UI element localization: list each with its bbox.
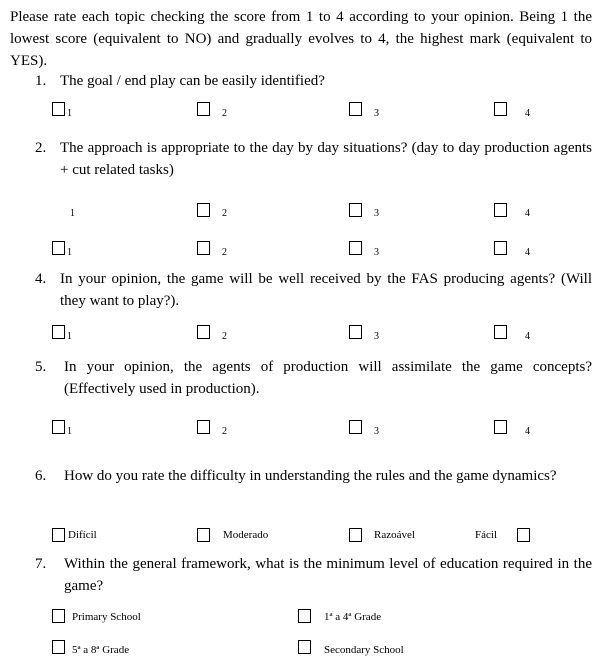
q5-label-1: 1	[67, 426, 72, 437]
q7-option-primary: Primary School	[72, 611, 141, 623]
q1-label-2: 2	[222, 108, 227, 119]
q3-label-3: 3	[374, 247, 379, 258]
q5-checkbox-2[interactable]	[197, 420, 210, 434]
q1-checkbox-1[interactable]	[52, 102, 65, 116]
q3-label-4: 4	[525, 247, 530, 258]
question-1-text: The goal / end play can be easily identified?	[60, 73, 325, 89]
q6-option-dificil: Difícil	[68, 529, 97, 541]
q1-checkbox-2[interactable]	[197, 102, 210, 116]
q4-checkbox-3[interactable]	[349, 325, 362, 339]
q6-checkbox-dificil[interactable]	[52, 528, 65, 542]
q4-checkbox-2[interactable]	[197, 325, 210, 339]
q5-label-3: 3	[374, 426, 379, 437]
q3-checkbox-3[interactable]	[349, 241, 362, 255]
question-2-text: The approach is appropriate to the day by day situations? (day to day production agents + cut related tasks)	[60, 140, 592, 178]
question-2-number: 2.	[35, 140, 47, 156]
q2-label-3: 3	[374, 208, 379, 219]
q4-checkbox-4[interactable]	[494, 325, 507, 339]
q4-checkbox-1[interactable]	[52, 325, 65, 339]
q6-option-facil: Fácil	[475, 529, 497, 541]
q1-label-4: 4	[525, 108, 530, 119]
question-7-text: Within the general framework, what is the minimum level of education required in the game?	[64, 556, 592, 594]
question-5-number: 5.	[35, 359, 47, 375]
q7-checkbox-primary[interactable]	[52, 609, 65, 623]
question-6-text: How do you rate the difficulty in understanding the rules and the game dynamics?	[64, 468, 557, 484]
q7-option-5a8: 5ª a 8ª Grade	[72, 644, 130, 656]
q3-checkbox-4[interactable]	[494, 241, 507, 255]
q6-checkbox-razoavel[interactable]	[349, 528, 362, 542]
question-7-number: 7.	[35, 556, 47, 572]
q6-checkbox-moderado[interactable]	[197, 528, 210, 542]
q6-option-razoavel: Razoável	[374, 529, 415, 541]
q5-label-4: 4	[525, 426, 530, 437]
q3-label-1: 1	[67, 247, 72, 258]
q5-label-2: 2	[222, 426, 227, 437]
instructions: Please rate each topic checking the score from 1 to 4 according to your opinion. Being 1 the lowest score (equivalent to NO) and gradually evolves to 4, the highest mark (equivalent to YES).	[10, 9, 592, 69]
question-4-text: In your opinion, the game will be well received by the FAS producing agents? (Will they want to play?).	[60, 271, 592, 309]
q4-label-2: 2	[222, 331, 227, 342]
q3-checkbox-1[interactable]	[52, 241, 65, 255]
q6-option-moderado: Moderado	[223, 529, 269, 541]
q2-checkbox-4[interactable]	[494, 203, 507, 217]
q5-checkbox-4[interactable]	[494, 420, 507, 434]
q5-checkbox-1[interactable]	[52, 420, 65, 434]
q2-label-4: 4	[525, 208, 530, 219]
question-1-number: 1.	[35, 73, 47, 89]
q1-checkbox-3[interactable]	[349, 102, 362, 116]
q7-checkbox-1a4[interactable]	[298, 609, 311, 623]
q1-label-3: 3	[374, 108, 379, 119]
question-5-text: In your opinion, the agents of production will assimilate the game concepts? (Effectively used in production).	[64, 359, 592, 397]
q4-label-1: 1	[67, 331, 72, 342]
q3-checkbox-2[interactable]	[197, 241, 210, 255]
q4-label-4: 4	[525, 331, 530, 342]
q2-checkbox-2[interactable]	[197, 203, 210, 217]
q3-label-2: 2	[222, 247, 227, 258]
q1-label-1: 1	[67, 108, 72, 119]
question-4-number: 4.	[35, 271, 47, 287]
q7-option-secondary: Secondary School	[324, 644, 404, 656]
question-6-number: 6.	[35, 468, 47, 484]
q1-checkbox-4[interactable]	[494, 102, 507, 116]
q7-option-1a4: 1ª a 4ª Grade	[324, 611, 382, 623]
q2-label-1: 1	[70, 208, 75, 219]
q4-label-3: 3	[374, 331, 379, 342]
q5-checkbox-3[interactable]	[349, 420, 362, 434]
q7-checkbox-secondary[interactable]	[298, 640, 311, 654]
q2-label-2: 2	[222, 208, 227, 219]
q6-checkbox-facil[interactable]	[517, 528, 530, 542]
q2-checkbox-3[interactable]	[349, 203, 362, 217]
q7-checkbox-5a8[interactable]	[52, 640, 65, 654]
